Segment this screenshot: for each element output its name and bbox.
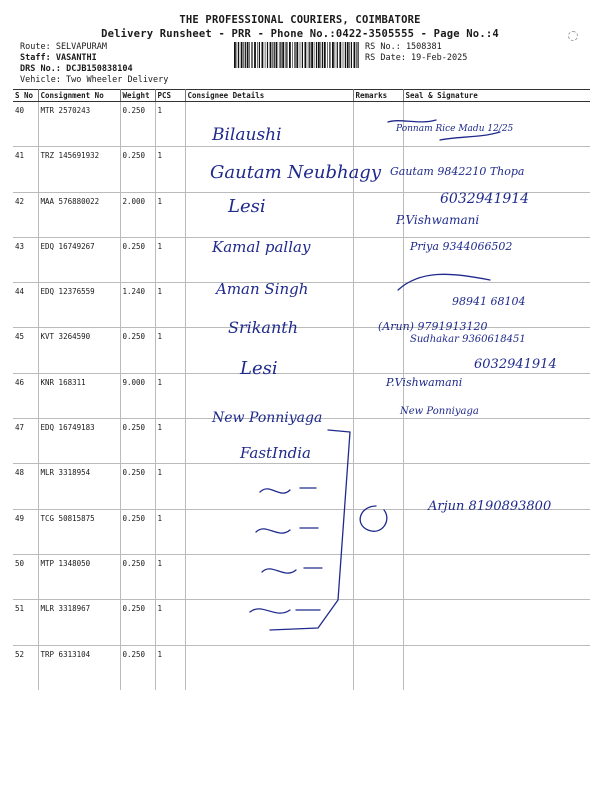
signature-40-line1: Ponnam Rice Madu 12/25: [396, 124, 514, 134]
barcode-bar: [279, 42, 280, 68]
weight-cell: 0.250: [120, 147, 155, 192]
signature-cell: [403, 509, 590, 554]
barcode-bar: [243, 42, 244, 68]
barcode-bar: [274, 42, 275, 68]
signature-47: New Ponniyaga: [400, 406, 479, 417]
barcode: [234, 42, 359, 68]
consignment-cell: TCG 50815875: [38, 509, 120, 554]
sno-cell: 43: [13, 237, 38, 282]
vehicle-text: Vehicle: Two Wheeler Delivery: [20, 75, 169, 85]
table-row: [13, 237, 590, 282]
consignee-handwriting-48: FastIndia: [240, 444, 311, 462]
barcode-bar: [332, 42, 334, 68]
barcode-bar: [358, 42, 359, 68]
sno-cell: 51: [13, 600, 38, 645]
sno-cell: 42: [13, 192, 38, 237]
sno-cell: 50: [13, 554, 38, 599]
barcode-bar: [300, 42, 301, 68]
barcode-bar: [329, 42, 330, 68]
remarks-cell: [353, 328, 403, 373]
consignee-cell: [185, 509, 353, 554]
page-title: THE PROFESSIONAL COURIERS, COIMBATORE: [179, 14, 421, 26]
table-row: [13, 192, 590, 237]
pcs-cell: 1: [155, 554, 185, 599]
signature-cell: [403, 328, 590, 373]
barcode-bar: [289, 42, 291, 68]
remarks-cell: [353, 509, 403, 554]
consignment-cell: MTP 1348050: [38, 554, 120, 599]
signature-cell: [403, 147, 590, 192]
header-info-right: [365, 42, 467, 64]
barcode-bar: [314, 42, 315, 68]
signature-50: Arjun 8190893800: [428, 499, 552, 514]
table-row: [13, 419, 590, 464]
barcode-bar: [234, 42, 236, 68]
col-header-signature: Seal & Signature: [403, 90, 590, 102]
signature-cell: [403, 419, 590, 464]
signature-cell: [403, 102, 590, 147]
table-header-row: [13, 90, 590, 102]
consignee-cell: [185, 283, 353, 328]
barcode-bar: [321, 42, 322, 68]
remarks-cell: [353, 373, 403, 418]
barcode-bar: [349, 42, 350, 68]
barcode-bar: [322, 42, 323, 68]
staff-value: VASANTHI: [55, 53, 97, 63]
pcs-cell: 1: [155, 464, 185, 509]
table-row: [13, 464, 590, 509]
sno-cell: 45: [13, 328, 38, 373]
rs-number: RS No.: 1508381: [365, 42, 442, 52]
col-header-weight: Weight: [120, 90, 155, 102]
consignment-cell: MLR 3318954: [38, 464, 120, 509]
weight-cell: 0.250: [120, 554, 155, 599]
barcode-bar: [351, 42, 352, 68]
barcode-bar: [272, 42, 273, 68]
weight-cell: 2.000: [120, 192, 155, 237]
consignment-cell: EDQ 12376559: [38, 283, 120, 328]
table-row: [13, 328, 590, 373]
barcode-bar: [292, 42, 293, 68]
barcode-bar: [356, 42, 357, 68]
scan-mark: [568, 31, 578, 41]
weight-cell: 0.250: [120, 509, 155, 554]
remarks-cell: [353, 600, 403, 645]
consignee-handwriting-42: Lesi: [228, 196, 266, 217]
barcode-bar: [249, 42, 250, 68]
signature-cell: [403, 600, 590, 645]
remarks-cell: [353, 102, 403, 147]
barcode-bar: [354, 42, 356, 68]
consignee-handwriting-43: Kamal pallay: [212, 238, 311, 256]
drs-value: DCJB150838104: [66, 64, 133, 74]
barcode-bar: [282, 42, 284, 68]
consignee-cell: [185, 554, 353, 599]
remarks-cell: [353, 237, 403, 282]
consignee-cell: [185, 147, 353, 192]
consignment-cell: TRP 6313104: [38, 645, 120, 690]
sno-cell: 44: [13, 283, 38, 328]
weight-cell: 0.250: [120, 328, 155, 373]
table-row: [13, 373, 590, 418]
barcode-bar: [296, 42, 298, 68]
weight-cell: 0.250: [120, 237, 155, 282]
col-header-consignment: Consignment No: [38, 90, 120, 102]
barcode-bar: [247, 42, 249, 68]
consignment-cell: EDQ 16749267: [38, 237, 120, 282]
consignee-cell: [185, 464, 353, 509]
weight-cell: 1.240: [120, 283, 155, 328]
table-row: [13, 509, 590, 554]
pcs-cell: 1: [155, 328, 185, 373]
rs-date: RS Date: 19-Feb-2025: [365, 53, 468, 63]
table-row: [13, 102, 590, 147]
sno-cell: 40: [13, 102, 38, 147]
barcode-bar: [347, 42, 349, 68]
staff-label: Staff:: [20, 53, 51, 63]
barcode-bar: [318, 42, 320, 68]
table-row: [13, 554, 590, 599]
barcode-bar: [324, 42, 326, 68]
barcode-bar: [270, 42, 272, 68]
signature-45-line1: (Arun) 9791913120: [378, 320, 488, 333]
remarks-cell: [353, 283, 403, 328]
barcode-bar: [339, 42, 341, 68]
pcs-cell: 1: [155, 102, 185, 147]
signature-cell: [403, 237, 590, 282]
weight-cell: 0.250: [120, 102, 155, 147]
consignment-cell: MTR 2570243: [38, 102, 120, 147]
sno-cell: 52: [13, 645, 38, 690]
weight-cell: 0.250: [120, 419, 155, 464]
consignee-cell: [185, 600, 353, 645]
table-row: [13, 645, 590, 690]
col-header-sno: S No: [13, 90, 38, 102]
table-row: [13, 283, 590, 328]
barcode-bar: [343, 42, 344, 68]
barcode-bar: [316, 42, 317, 68]
consignee-handwriting-46: Lesi: [240, 358, 278, 379]
table-row: [13, 147, 590, 192]
consignment-cell: MLR 3318967: [38, 600, 120, 645]
consignment-cell: MAA 576880022: [38, 192, 120, 237]
consignee-cell: [185, 373, 353, 418]
weight-cell: 9.000: [120, 373, 155, 418]
sno-cell: 49: [13, 509, 38, 554]
consignee-handwriting-45: Srikanth: [228, 318, 298, 337]
col-header-pcs: PCS: [155, 90, 185, 102]
staff-text: [20, 53, 168, 64]
pcs-cell: 1: [155, 600, 185, 645]
signature-cell: [403, 645, 590, 690]
barcode-bar: [308, 42, 309, 68]
consignee-handwriting-44: Aman Singh: [216, 280, 309, 298]
runsheet-table: [13, 89, 590, 690]
page-subtitle: Delivery Runsheet - PRR - Phone No.:0422-3505555 - Page No.:4: [101, 28, 499, 40]
consignment-cell: KVT 3264590: [38, 328, 120, 373]
drs-label: DRS No.:: [20, 64, 61, 74]
signature-46-phone: 6032941914: [474, 357, 557, 372]
remarks-cell: [353, 192, 403, 237]
consignee-cell: [185, 328, 353, 373]
col-header-remarks: Remarks: [353, 90, 403, 102]
consignee-handwriting-47: New Ponniyaga: [212, 410, 323, 426]
signature-42-name: P.Vishwamani: [396, 213, 480, 227]
pcs-cell: 1: [155, 419, 185, 464]
signature-46-name: P.Vishwamani: [386, 376, 463, 389]
signature-45-line2: Sudhakar 9360618451: [410, 334, 526, 345]
pcs-cell: 1: [155, 509, 185, 554]
barcode-bar: [309, 42, 310, 68]
sno-cell: 47: [13, 419, 38, 464]
barcode-bar: [267, 42, 268, 68]
barcode-bar: [280, 42, 281, 68]
consignee-cell: [185, 645, 353, 690]
barcode-bar: [327, 42, 328, 68]
signature-cell: [403, 464, 590, 509]
consignee-cell: [185, 237, 353, 282]
weight-cell: 0.250: [120, 600, 155, 645]
barcode-bar: [238, 42, 239, 68]
pcs-cell: 1: [155, 283, 185, 328]
barcode-bar: [245, 42, 246, 68]
signature-cell: [403, 554, 590, 599]
signature-cell: [403, 192, 590, 237]
sno-cell: 41: [13, 147, 38, 192]
consignee-cell: [185, 102, 353, 147]
table-row: [13, 600, 590, 645]
consignee-handwriting-40: Bilaushi: [212, 125, 282, 145]
barcode-bar: [345, 42, 346, 68]
remarks-cell: [353, 464, 403, 509]
consignee-cell: [185, 419, 353, 464]
consignee-cell: [185, 192, 353, 237]
signature-cell: [403, 373, 590, 418]
barcode-bar: [254, 42, 256, 68]
consignment-cell: TRZ 145691932: [38, 147, 120, 192]
pcs-cell: 1: [155, 237, 185, 282]
sno-cell: 46: [13, 373, 38, 418]
col-header-consignee: Consignee Details: [185, 90, 353, 102]
barcode-bar: [237, 42, 238, 68]
signature-44-phone: 98941 68104: [452, 295, 526, 308]
route-text: Route: SELVAPURAM: [20, 42, 107, 52]
barcode-bar: [286, 42, 287, 68]
barcode-bar: [259, 42, 260, 68]
barcode-bar: [337, 42, 338, 68]
weight-cell: 0.250: [120, 645, 155, 690]
barcode-bar: [311, 42, 313, 68]
signature-41: Gautam 9842210 Thopa: [390, 165, 525, 178]
weight-cell: 0.250: [120, 464, 155, 509]
remarks-cell: [353, 554, 403, 599]
remarks-cell: [353, 419, 403, 464]
barcode-bar: [294, 42, 295, 68]
barcode-bar: [265, 42, 266, 68]
sno-cell: 48: [13, 464, 38, 509]
barcode-bar: [335, 42, 336, 68]
barcode-bar: [276, 42, 278, 68]
remarks-cell: [353, 147, 403, 192]
consignee-handwriting-41: Gautam Neubhagy: [210, 162, 381, 183]
signature-43: Priya 9344066502: [410, 240, 513, 253]
barcode-bar: [262, 42, 264, 68]
consignment-cell: KNR 168311: [38, 373, 120, 418]
pcs-cell: 1: [155, 192, 185, 237]
barcode-bar: [302, 42, 303, 68]
barcode-bar: [285, 42, 286, 68]
pcs-cell: 1: [155, 645, 185, 690]
barcode-bar: [251, 42, 252, 68]
barcode-bar: [241, 42, 243, 68]
header-info-left: [20, 42, 168, 86]
remarks-cell: [353, 645, 403, 690]
drs-text: [20, 64, 168, 75]
signature-cell: [403, 283, 590, 328]
barcode-bar: [305, 42, 307, 68]
pcs-cell: 1: [155, 147, 185, 192]
pcs-cell: 1: [155, 373, 185, 418]
barcode-bar: [257, 42, 258, 68]
consignment-cell: EDQ 16749183: [38, 419, 120, 464]
signature-42-phone: 6032941914: [440, 191, 530, 207]
